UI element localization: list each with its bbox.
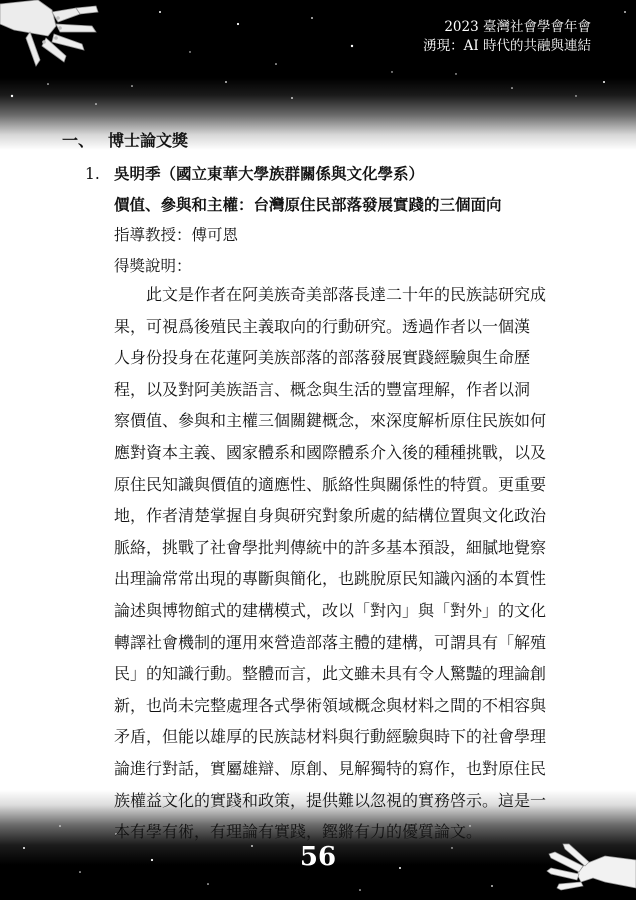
conference-title: 2023 臺灣社會學會年會 bbox=[444, 19, 591, 35]
paragraph-line: 論進行對話，實屬雄辯、原創、見解獨特的寫作，也對原住民 bbox=[114, 758, 547, 778]
remarks-label: 得獎說明： bbox=[114, 257, 192, 275]
paragraph-line: 出理論常常出現的專斷與簡化，也跳脫原民知識內涵的本質性 bbox=[114, 569, 547, 589]
conference-header bbox=[423, 18, 591, 56]
paragraph-line: 原住民知識與價值的適應性、脈絡性與關係性的特質。更重要 bbox=[114, 474, 547, 494]
paragraph-line: 人身份投身在花蓮阿美族部落的部落發展實踐經驗與生命歷 bbox=[114, 348, 531, 368]
paragraph-line: 族權益文化的實踐和政策，提供難以忽視的實務啓示。這是一 bbox=[114, 790, 547, 810]
paragraph-line: 論述與博物館式的建構模式，改以「對內」與「對外」的文化 bbox=[114, 600, 547, 620]
section-title: 博士論文獎 bbox=[108, 131, 189, 150]
robot-hand-icon bbox=[0, 0, 150, 70]
entry-number: 1. bbox=[85, 165, 100, 183]
conference-theme: 湧現：AI 時代的共融與連結 bbox=[423, 38, 591, 54]
thesis-title: 價值、參與和主權：台灣原住民部落發展實踐的三個面向 bbox=[114, 195, 502, 214]
paragraph-line: 本有學有術，有理論有實踐，鏗鏘有力的優質論文。 bbox=[114, 822, 483, 842]
paragraph-line: 脈絡，挑戰了社會學批判傳統中的許多基本預設，細膩地覺察 bbox=[114, 537, 547, 557]
paragraph-line: 察價值、參與和主權三個關鍵概念，來深度解析原住民族如何 bbox=[114, 411, 547, 431]
remarks-paragraph bbox=[114, 279, 580, 848]
section-number: 一、 bbox=[62, 131, 95, 150]
paragraph-line: 民」的知識行動。整體而言，此文雖未具有令人驚豔的理論創 bbox=[114, 664, 547, 684]
paragraph-line: 此文是作者在阿美族奇美部落長達二十年的民族誌研究成 bbox=[146, 285, 547, 304]
paragraph-line: 轉譯社會機制的運用來營造部落主體的建構，可謂具有「解殖 bbox=[114, 632, 547, 652]
section-heading bbox=[62, 128, 188, 151]
paragraph-line: 應對資本主義、國家體系和國際體系介入後的種種挑戰，以及 bbox=[114, 442, 547, 462]
award-entry bbox=[85, 158, 585, 282]
paragraph-line: 矛盾，但能以雄厚的民族誌材料與行動經驗與時下的社會學理 bbox=[114, 727, 547, 747]
page-number: 56 bbox=[299, 842, 337, 872]
paragraph-line: 地，作者清楚掌握自身與研究對象所處的結構位置與文化政治 bbox=[114, 506, 547, 526]
entry-author-line bbox=[85, 158, 585, 189]
paragraph-line: 新，也尚未完整處理各式學術領域概念與材料之間的不相容與 bbox=[114, 695, 547, 715]
entry-author: 吳明季（國立東華大學族群關係與文化學系） bbox=[114, 164, 425, 183]
paragraph-line: 果，可視爲後殖民主義取向的行動研究。透過作者以一個漢 bbox=[114, 316, 531, 336]
paragraph-line: 程，以及對阿美族語言、概念與生活的豐富理解，作者以洞 bbox=[114, 379, 531, 399]
advisor: 指導教授：傅可恩 bbox=[114, 226, 239, 244]
